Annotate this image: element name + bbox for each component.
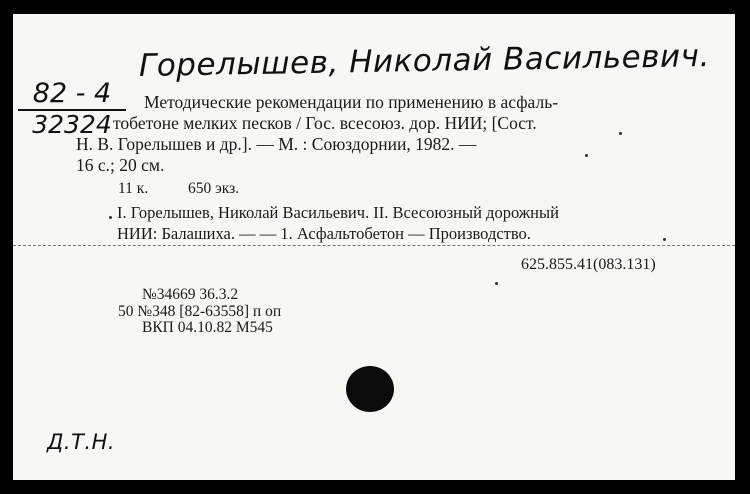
ink-speck xyxy=(585,154,588,157)
ink-speck xyxy=(619,132,622,135)
punch-hole xyxy=(346,366,394,412)
copies-count: 11 к. xyxy=(118,180,149,197)
ink-speck xyxy=(495,282,498,285)
description-line-3: Н. В. Горелышев и др.]. — М. : Союздорнии, 1982. — xyxy=(76,134,477,154)
shelfmark xyxy=(18,80,126,139)
author-handwritten: Горелышев, Николай Васильевич. xyxy=(138,38,711,84)
catalog-card xyxy=(13,14,735,480)
divider-rule xyxy=(13,245,735,246)
tracing-line-1: I. Горелышев, Николай Васильевич. II. Всесоюзный дорожный xyxy=(117,203,559,222)
description-line-1: Методические рекомендации по применению в асфаль- xyxy=(144,92,559,112)
initials-handwritten: Д.Т.Н. xyxy=(47,430,116,454)
shelfmark-top: 82 - 4 xyxy=(18,80,126,111)
tracing-line-2: НИИ: Балашиха. — — 1. Асфальтобетон — Производство. xyxy=(117,224,531,243)
ink-speck xyxy=(109,216,112,219)
registration-line-2: 50 №348 [82-63558] п оп xyxy=(118,303,282,320)
ink-speck xyxy=(663,238,666,241)
print-run: 650 экз. xyxy=(188,180,240,197)
classification-index: 625.855.41(083.131) xyxy=(521,256,656,273)
description-line-4: 16 с.; 20 см. xyxy=(76,155,165,175)
registration-line-1: №34669 36.3.2 xyxy=(142,286,239,303)
description-line-2: тобетоне мелких песков / Гос. всесоюз. дор. НИИ; [Сост. xyxy=(113,113,537,133)
registration-line-3: ВКП 04.10.82 М545 xyxy=(142,319,273,336)
shelfmark-bottom: 32324 xyxy=(32,110,112,139)
